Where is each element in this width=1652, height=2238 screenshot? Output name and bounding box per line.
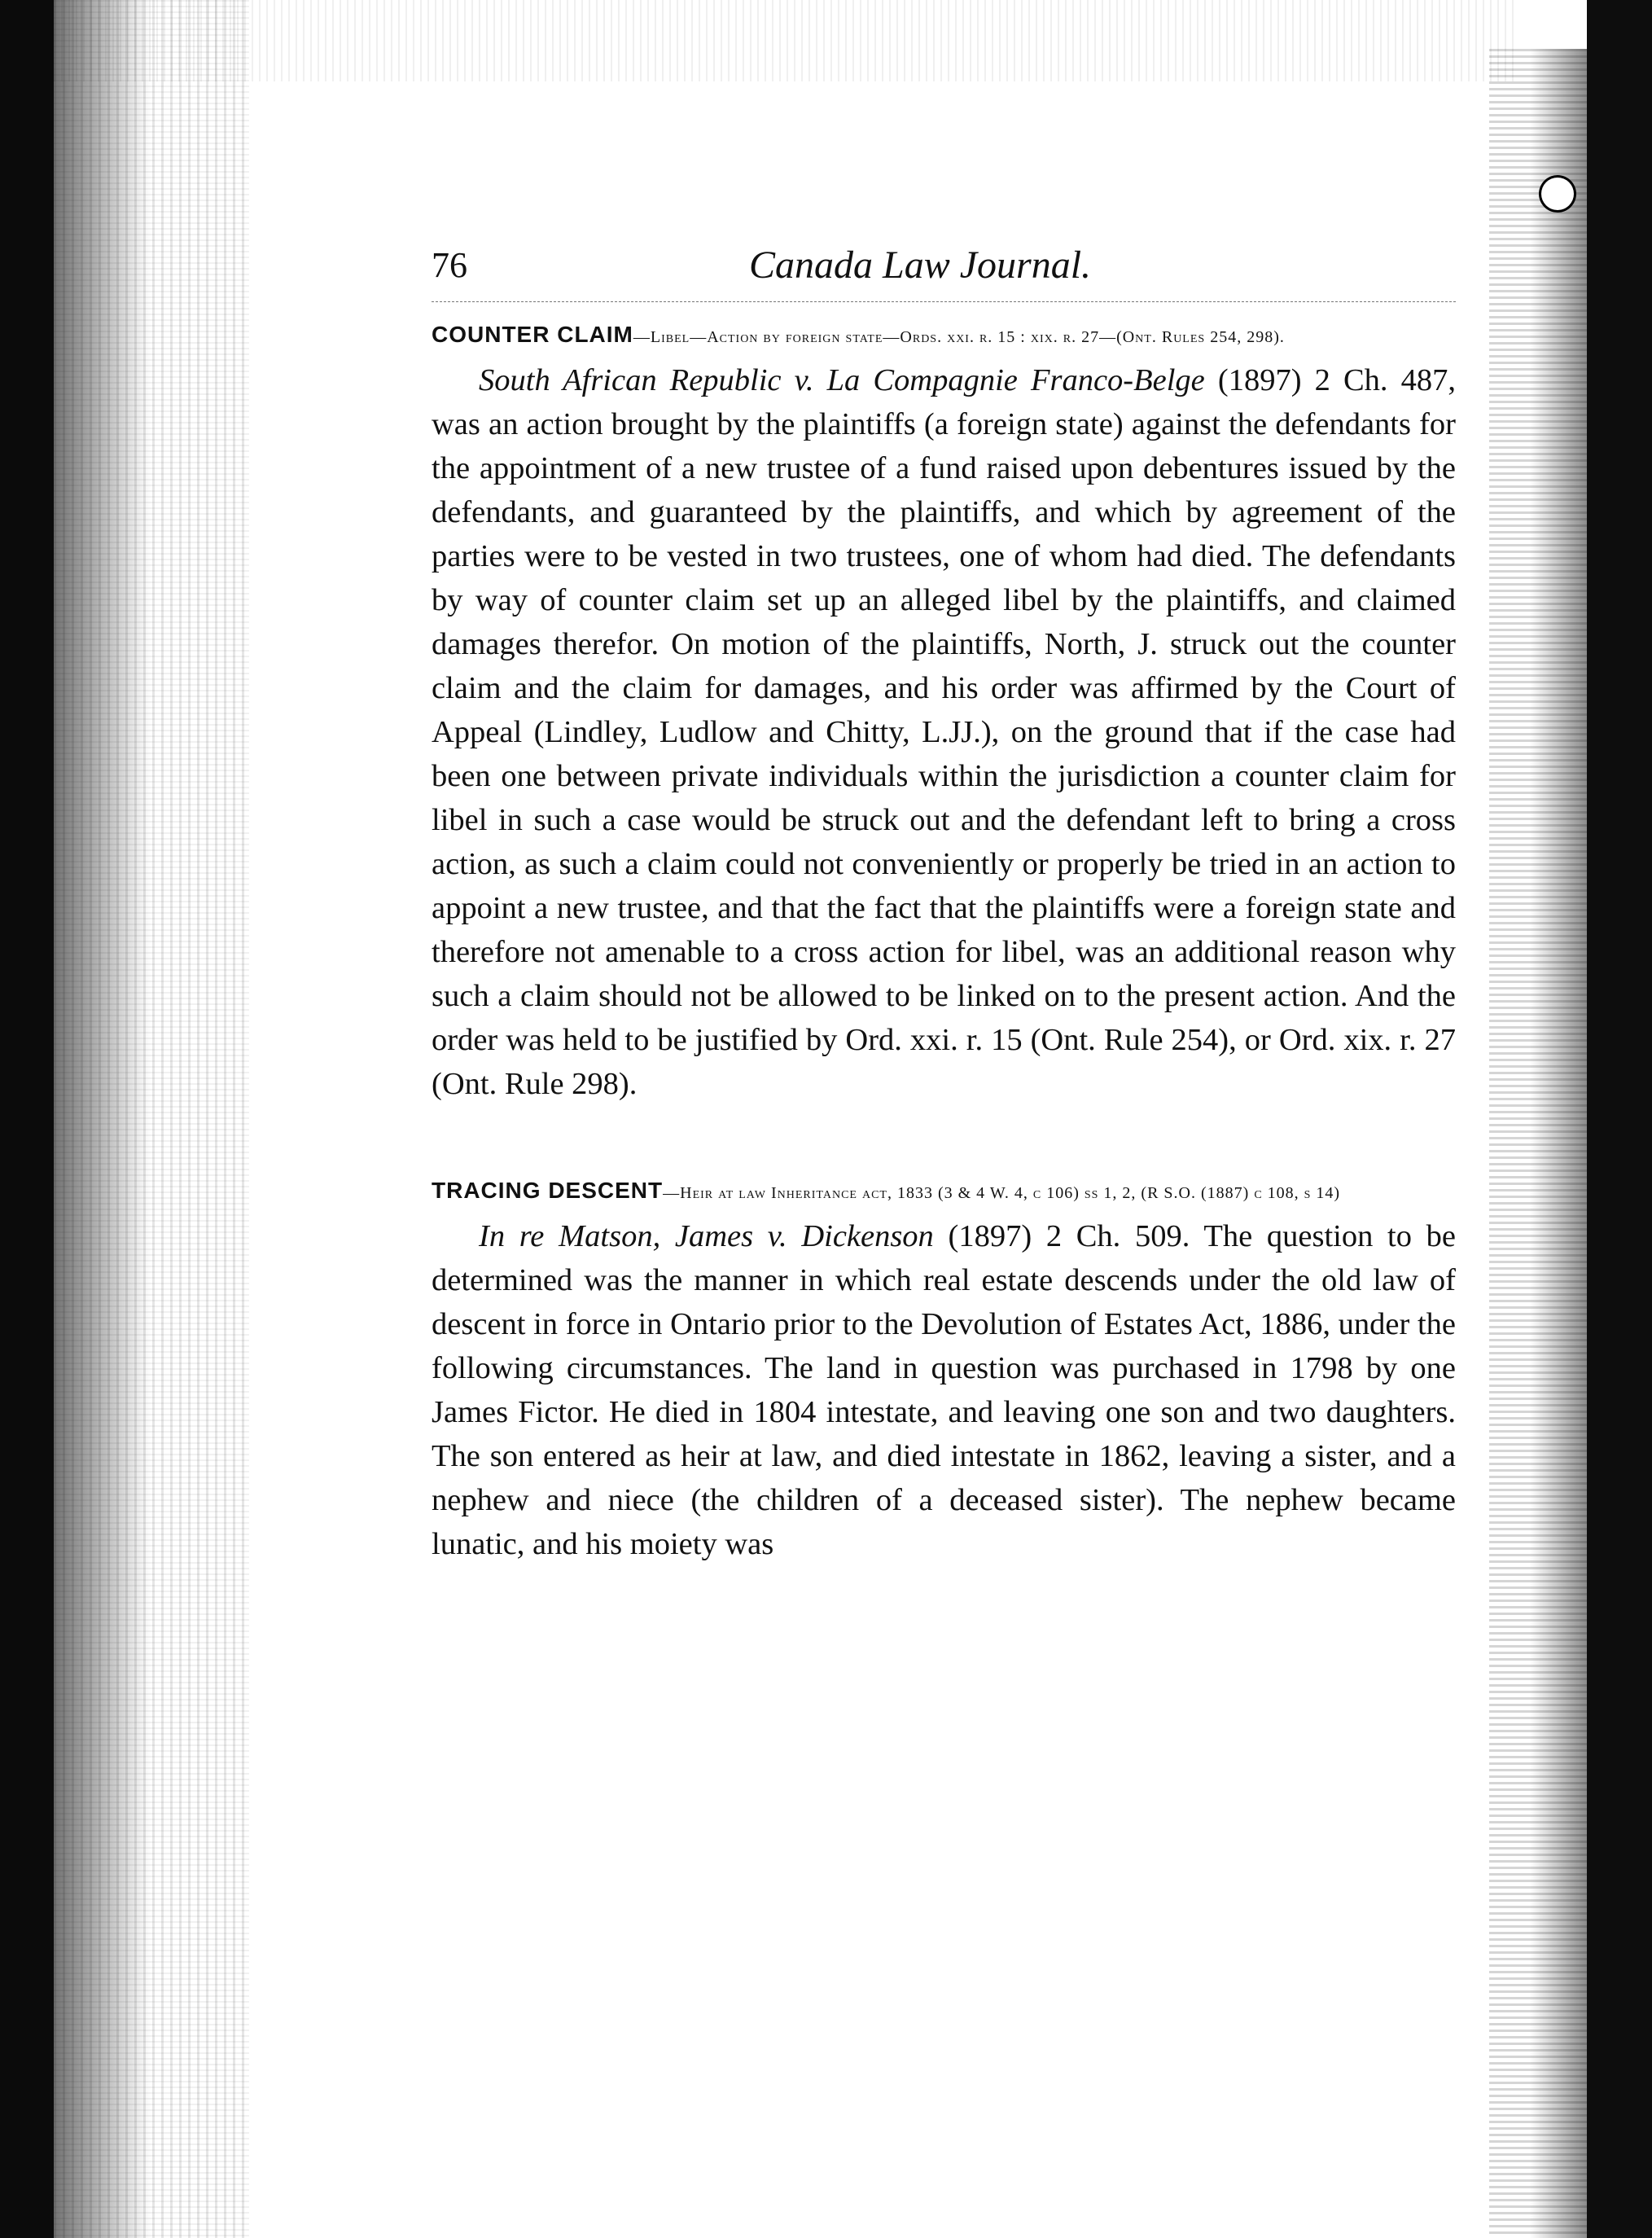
- punch-hole: [1541, 178, 1574, 210]
- journal-title: Canada Law Journal.: [749, 244, 1092, 287]
- section-keyword: COUNTER CLAIM: [432, 322, 633, 347]
- section-body: [432, 358, 1456, 1106]
- running-head: [432, 244, 1456, 302]
- scan-left-noise: [54, 0, 249, 2238]
- case-name: South African Republic v. La Compagnie Franco-Belge: [479, 363, 1205, 397]
- section-body-text: (1897) 2 Ch. 509. The question to be determined was the manner in which real estate descends under the old law of descent in force in Ontario prior to the Devolution of Estates Act, 1886, under the following circumstances. The land in question was purchased in 1798 by one James Fictor. He died in 1804 intestate, and leaving one son and two daughters. The son entered as heir at law, and died intestate in 1862, leaving a sister, and a nephew and niece (the children of a deceased sister). The nephew became lunatic, and his moiety was: [432, 1219, 1456, 1561]
- case-name: In re Matson, James v. Dickenson: [479, 1219, 934, 1253]
- scan-right-noise: [1489, 49, 1587, 2238]
- section-tracing-descent: [432, 1176, 1456, 1566]
- section-body-text: (1897) 2 Ch. 487, was an action brought by the plaintiffs (a foreign state) against the defendants for the appointment of a new trustee of a fund raised upon debentures issued by the defendants, and guaranteed by the plaintiffs, and which by agreement of the parties were to be vested in two trustees, one of whom had died. The defendants by way of counter claim set up an alleged libel by the plaintiffs, and claimed damages therefor. On motion of the plaintiffs, North, J. struck out the counter claim and the claim for damages, and his order was affirmed by the Court of Appeal (Lindley, Ludlow and Chitty, L.JJ.), on the ground that if the case had been one between private individuals within the jurisdiction a counter claim for libel in such a case would be struck out and the defendant left to bring a cross action, as such a claim could not conveniently or properly be tried in an action to appoint a new trustee, and that the fact that the plaintiffs were a foreign state and therefore not amenable to a cross action for libel, was an additional reason why such a claim should not be allowed to be linked on to the present action. And the order was held to be justified by Ord. xxi. r. 15 (Ont. Rule 254), or Ord. xix. r. 27 (Ont. Rule 298).: [432, 363, 1456, 1101]
- scan-right-edge: [1587, 0, 1652, 2238]
- scan-top-noise: [54, 0, 1519, 81]
- section-keyword: TRACING DESCENT: [432, 1178, 664, 1203]
- section-subheading: —Libel—Action by foreign state—Ords. xxi. r. 15 : xix. r. 27—(Ont. Rules 254, 298).: [633, 328, 1285, 346]
- section-body: [432, 1214, 1456, 1566]
- section-counter-claim: [432, 320, 1456, 1106]
- section-heading: [432, 320, 1456, 352]
- scan-left-edge: [0, 0, 54, 2238]
- journal-page: [432, 244, 1456, 1566]
- page-number: 76: [432, 245, 467, 285]
- section-subheading: —Heir at law Inheritance act, 1833 (3 & 4 W. 4, c 106) ss 1, 2, (R S.O. (1887) c 108, s 14): [663, 1184, 1341, 1202]
- section-heading: [432, 1176, 1456, 1208]
